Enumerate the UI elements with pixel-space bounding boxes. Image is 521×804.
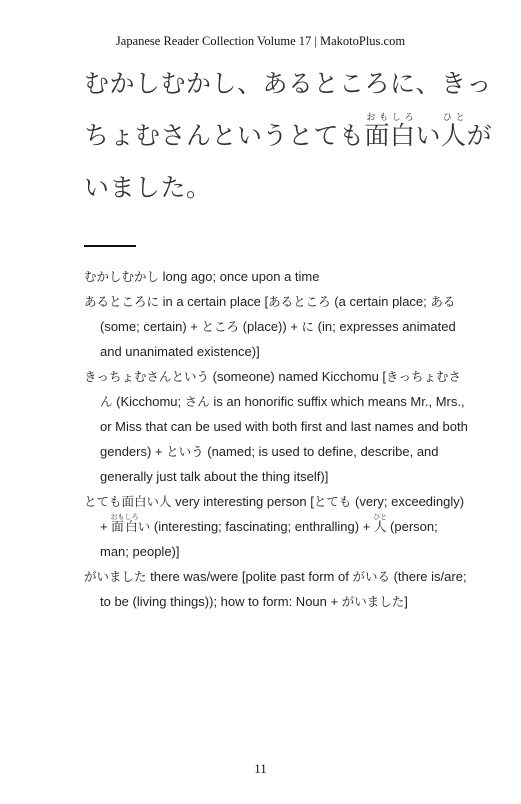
story-line-3: いました。 <box>84 173 212 202</box>
story-line-2-start: ちょむさんというとても <box>84 121 365 150</box>
running-header: Japanese Reader Collection Volume 17 | MakotoPlus.com <box>115 34 406 48</box>
furigana-omoshiro: 面白おもしろ <box>364 113 416 150</box>
vocab-entry-omoshiroi-hito: とても面白い人 very interesting person [とても (very; exceedingly) + 面白おもしろい (interesting; fascinating; enthralling) + 人ひと (person; man; people)] <box>84 494 465 559</box>
story-line-1: むかしむかし、あるところに、きっ <box>84 69 493 98</box>
page-number: 11 <box>254 761 267 776</box>
vocab-entry-arutokoro: あるところに in a certain place [あるところ (a certain place; ある (some; certain) + ところ (place)) + に (in; expresses animated and unanimated existence)] <box>84 294 456 359</box>
vocab-entry-mukashi: むかしむかし long ago; once upon a time <box>84 269 320 284</box>
story-text <box>84 58 493 214</box>
furigana-hito-vocab: 人ひと <box>373 513 388 534</box>
story-line-2: ちょむさんというとても面白おもしろい人ひとが <box>84 113 493 150</box>
vocabulary-list <box>84 264 469 614</box>
vocab-entry-gaimashita: がいました there was/were [polite past form of がいる (there is/are; to be (living things)); how to form: Noun + がいました] <box>84 569 467 609</box>
furigana-hito: 人ひと <box>441 113 467 150</box>
section-divider <box>84 245 136 247</box>
furigana-omoshiro-vocab: 面白おもしろ <box>110 513 139 534</box>
vocab-entry-kicchomu: きっちょむさんという (someone) named Kicchomu [きっちょむさん (Kicchomu; さん is an honorific suffix which means Mr., Mrs., or Miss that can be used with both first and last names and both genders) + という (named; is used to define, describe, and generally just talk about the thing itself)] <box>84 369 468 484</box>
